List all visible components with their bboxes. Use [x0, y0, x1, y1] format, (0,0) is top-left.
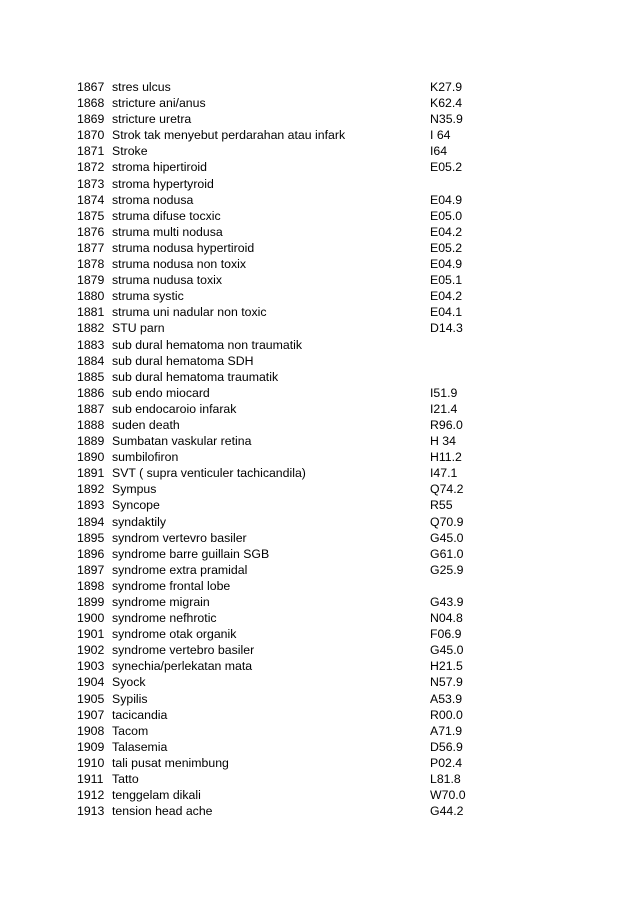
table-row [77, 610, 597, 626]
diagnosis-term: syndaktily [112, 514, 166, 529]
table-row [77, 353, 597, 369]
row-number: 1892 [77, 482, 105, 497]
diagnosis-term: sub dural hematoma SDH [112, 353, 254, 368]
row-number: 1882 [77, 321, 105, 336]
icd-code: W70.0 [430, 788, 466, 803]
row-number: 1913 [77, 804, 105, 819]
diagnosis-term: struma difuse tocxic [112, 208, 221, 223]
table-row [77, 385, 597, 401]
table-row [77, 256, 597, 272]
row-number: 1908 [77, 723, 105, 738]
icd-code: E04.2 [430, 289, 463, 304]
table-row [77, 401, 597, 417]
icd-code: G44.2 [430, 804, 464, 819]
icd-code: G25.9 [430, 562, 464, 577]
table-row [77, 594, 597, 610]
table-row [77, 192, 597, 208]
row-number: 1896 [77, 546, 105, 561]
row-number: 1893 [77, 498, 105, 513]
diagnosis-term: tali pusat menimbung [112, 755, 229, 770]
icd-code: E04.9 [430, 192, 463, 207]
diagnosis-term: synechia/perlekatan mata [112, 659, 253, 674]
diagnosis-term: sumbilofiron [112, 450, 179, 465]
diagnosis-term: syndrome vertebro basiler [112, 643, 255, 658]
diagnosis-term: sub dural hematoma traumatik [112, 369, 279, 384]
row-number: 1884 [77, 353, 105, 368]
icd-code: N35.9 [430, 112, 463, 127]
row-number: 1879 [77, 273, 105, 288]
table-row [77, 642, 597, 658]
icd-code: G45.0 [430, 643, 464, 658]
icd-code: N04.8 [430, 611, 463, 626]
icd-code: E05.2 [430, 160, 463, 175]
row-number: 1912 [77, 788, 105, 803]
icd-code: K27.9 [430, 80, 463, 94]
diagnosis-term: syndrome migrain [112, 595, 210, 609]
diagnosis-term: tacicandia [112, 707, 168, 722]
table-row [77, 546, 597, 562]
table-row [77, 530, 597, 546]
icd-code: K62.4 [430, 96, 463, 111]
table-row [77, 723, 597, 739]
row-number: 1905 [77, 691, 105, 706]
diagnosis-term: syndrome nefhrotic [112, 611, 217, 626]
diagnosis-term: sub endo miocard [112, 385, 210, 400]
table-row [77, 208, 597, 224]
row-number: 1891 [77, 466, 105, 481]
icd-code: R55 [430, 498, 453, 513]
icd-code: A53.9 [430, 691, 463, 706]
row-number: 1883 [77, 337, 105, 352]
diagnosis-term: struma systic [112, 289, 184, 304]
diagnosis-term: STU parn [112, 321, 165, 336]
diagnosis-term: tenggelam dikali [112, 788, 201, 803]
row-number: 1904 [77, 675, 105, 690]
diagnosis-term: struma nodusa non toxix [112, 257, 246, 272]
icd-code: R00.0 [430, 707, 463, 722]
diagnosis-term: Syncope [112, 498, 160, 513]
table-row [77, 626, 597, 642]
diagnosis-term: sub dural hematoma non traumatik [112, 337, 303, 352]
diagnosis-term: Tatto [112, 772, 139, 787]
icd-code: I47.1 [430, 466, 458, 481]
icd-code: E05.1 [430, 273, 463, 288]
row-number: 1868 [77, 96, 105, 111]
diagnosis-term: Stroke [112, 144, 148, 159]
diagnosis-term: syndrome frontal lobe [112, 578, 231, 593]
diagnosis-term: Strok tak menyebut perdarahan atau infark [112, 128, 346, 143]
table-row [77, 288, 597, 304]
table-row [77, 658, 597, 674]
row-number: 1898 [77, 578, 105, 593]
table-row [77, 787, 597, 803]
table-row [77, 272, 597, 288]
icd-code: I21.4 [430, 401, 458, 416]
diagnosis-term: stres ulcus [112, 80, 171, 94]
row-number: 1910 [77, 755, 105, 770]
row-number: 1867 [77, 80, 105, 94]
icd-code: H11.2 [430, 450, 462, 465]
table-row [77, 803, 597, 819]
row-number: 1878 [77, 257, 105, 272]
diagnosis-term: syndrom vertevro basiler [112, 530, 247, 545]
diagnosis-term: Sympus [112, 482, 157, 497]
table-row [77, 304, 597, 320]
table-row [77, 514, 597, 530]
diagnosis-term: syndrome extra pramidal [112, 562, 248, 577]
icd-code: F06.9 [430, 627, 462, 642]
icd-code: I 64 [430, 128, 451, 143]
table-row [77, 369, 597, 385]
diagnosis-term: struma nodusa hypertiroid [112, 240, 255, 255]
table-row [77, 707, 597, 723]
diagnosis-code-list [77, 79, 597, 819]
icd-code: H21.5 [430, 659, 463, 674]
icd-code: E04.1 [430, 305, 463, 320]
icd-code: P02.4 [430, 755, 463, 770]
row-number: 1900 [77, 611, 105, 626]
table-row [77, 224, 597, 240]
diagnosis-term: struma multi nodusa [112, 224, 223, 239]
diagnosis-term: stricture ani/anus [112, 96, 206, 111]
table-row [77, 578, 597, 594]
table-row [77, 127, 597, 143]
row-number: 1911 [77, 772, 104, 787]
table-row [77, 111, 597, 127]
table-row [77, 433, 597, 449]
row-number: 1870 [77, 128, 105, 143]
row-number: 1902 [77, 643, 105, 658]
row-number: 1894 [77, 514, 105, 529]
row-number: 1907 [77, 707, 105, 722]
icd-code: H 34 [430, 434, 456, 449]
icd-code: A71.9 [430, 723, 463, 738]
icd-code: L81.8 [430, 772, 461, 787]
icd-code: G43.9 [430, 595, 464, 609]
icd-code: D14.3 [430, 321, 463, 336]
row-number: 1897 [77, 562, 105, 577]
icd-code: G61.0 [430, 546, 464, 561]
diagnosis-term: suden death [112, 417, 180, 432]
row-number: 1890 [77, 450, 105, 465]
row-number: 1895 [77, 530, 105, 545]
table-row [77, 337, 597, 353]
row-number: 1901 [77, 627, 105, 642]
diagnosis-term: stroma hipertiroid [112, 160, 207, 175]
row-number: 1903 [77, 659, 105, 674]
table-row [77, 771, 597, 787]
row-number: 1869 [77, 112, 105, 127]
row-number: 1888 [77, 417, 105, 432]
diagnosis-term: Syock [112, 675, 146, 690]
table-row [77, 417, 597, 433]
table-row [77, 143, 597, 159]
icd-code: E04.9 [430, 257, 463, 272]
icd-code: E04.2 [430, 224, 463, 239]
diagnosis-term: syndrome barre guillain SGB [112, 546, 270, 561]
diagnosis-term: Sumbatan vaskular retina [112, 434, 252, 449]
table-row [77, 497, 597, 513]
table-row [77, 176, 597, 192]
diagnosis-term: syndrome otak organik [112, 627, 237, 642]
table-row [77, 79, 597, 95]
icd-code: E05.2 [430, 240, 463, 255]
row-number: 1875 [77, 208, 105, 223]
row-number: 1899 [77, 595, 105, 609]
table-row [77, 674, 597, 690]
row-number: 1880 [77, 289, 105, 304]
row-number: 1873 [77, 176, 105, 191]
diagnosis-term: stroma hypertyroid [112, 176, 214, 191]
diagnosis-term: sub endocaroio infarak [112, 401, 237, 416]
table-row [77, 465, 597, 481]
row-number: 1885 [77, 369, 105, 384]
table-row [77, 320, 597, 336]
table-row [77, 95, 597, 111]
diagnosis-term: Sypilis [112, 691, 148, 706]
icd-code: I64 [430, 144, 448, 159]
row-number: 1889 [77, 434, 105, 449]
row-number: 1887 [77, 401, 105, 416]
diagnosis-term: SVT ( supra venticuler tachicandila) [112, 466, 306, 481]
row-number: 1876 [77, 224, 105, 239]
table-row [77, 739, 597, 755]
icd-code: N57.9 [430, 675, 463, 690]
diagnosis-term: struma nudusa toxix [112, 273, 223, 288]
icd-code: D56.9 [430, 739, 463, 754]
row-number: 1872 [77, 160, 105, 175]
row-number: 1877 [77, 240, 105, 255]
icd-code: G45.0 [430, 530, 464, 545]
diagnosis-term: tension head ache [112, 804, 213, 819]
icd-code: Q74.2 [430, 482, 464, 497]
diagnosis-term: stricture uretra [112, 112, 192, 127]
diagnosis-term: Talasemia [112, 739, 168, 754]
table-row [77, 481, 597, 497]
table-row [77, 691, 597, 707]
table-row [77, 562, 597, 578]
icd-code: R96.0 [430, 417, 463, 432]
icd-code: E05.0 [430, 208, 463, 223]
row-number: 1874 [77, 192, 105, 207]
diagnosis-term: stroma nodusa [112, 192, 194, 207]
row-number: 1886 [77, 385, 105, 400]
row-number: 1881 [77, 305, 105, 320]
icd-code: I51.9 [430, 385, 458, 400]
table-row [77, 159, 597, 175]
icd-code: Q70.9 [430, 514, 464, 529]
table-row [77, 240, 597, 256]
row-number: 1909 [77, 739, 105, 754]
table-row [77, 449, 597, 465]
diagnosis-term: Tacom [112, 723, 149, 738]
row-number: 1871 [77, 144, 105, 159]
table-row [77, 755, 597, 771]
diagnosis-term: struma uni nadular non toxic [112, 305, 267, 320]
